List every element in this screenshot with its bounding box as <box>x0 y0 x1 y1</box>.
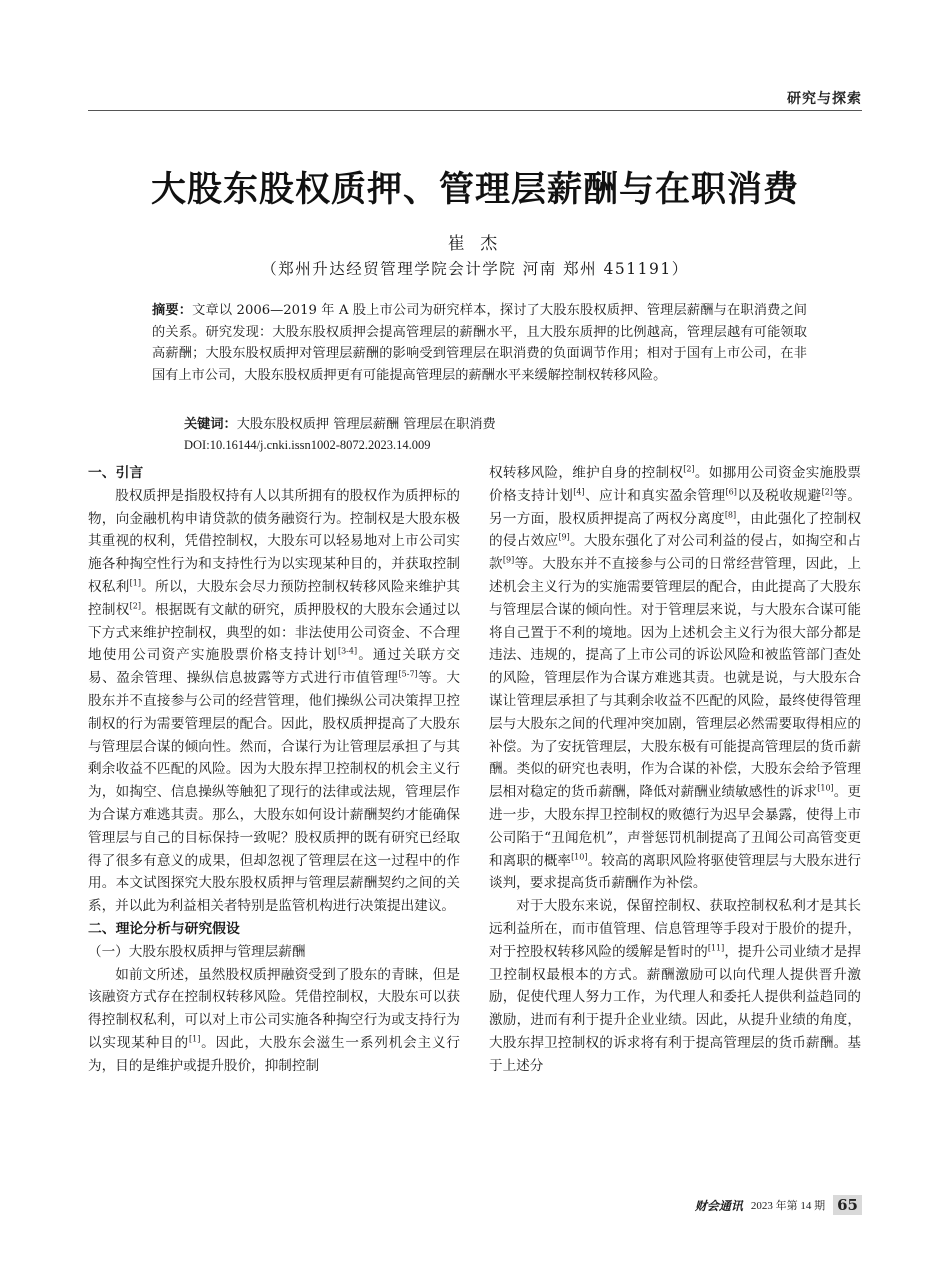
page-number: 65 <box>833 1195 862 1215</box>
abstract <box>152 300 807 386</box>
section-tag: 研究与探索 <box>787 91 862 107</box>
paragraph-theory-1-cont: 权转移风险，维护自身的控制权[2]。如挪用公司资金实施股票价格支持计划[4]、应计和真实盈余管理[6]以及税收规避[2]等。另一方面，股权质押提高了两权分离度[8]，由此强化了控制权的侵占效应[9]。大股东强化了对公司利益的侵占，如掏空和占款[9]等。大股东并不直接参与公司的日常经营管理，因此，上述机会主义行为的实施需要管理层的配合，由此提高了大股东与管理层合谋的倾向性。对于管理层来说，与大股东合谋可能将自己置于不利的境地。因为上述机会主义行为很大部分都是违法、违规的，提高了上市公司的诉讼风险和被监管部门查处的风险，管理层作为合谋方难逃其责。也就是说，与大股东合谋让管理层承担了与其剩余收益不匹配的风险，最终使得管理层与大股东之间的代理冲突加剧，管理层必然需要取得相应的补偿。为了安抚管理层，大股东极有可能提高管理层的货币薪酬。类似的研究也表明，作为合谋的补偿，大股东会给予管理层相对稳定的货币薪酬，降低对薪酬业绩敏感性的诉求[10]。更进一步，大股东捍卫控制权的败德行为迟早会暴露，使得上市公司陷于“丑闻危机”，声誉惩罚机制提高了丑闻公司高管变更和离职的概率[10]。较高的离职风险将驱使管理层与大股东进行谈判，要求提高货币薪酬作为补偿。 <box>489 464 862 892</box>
paper-title: 大股东股权质押、管理层薪酬与在职消费 <box>150 169 799 210</box>
header-rule <box>88 110 862 111</box>
citation: [5-7] <box>398 669 418 679</box>
citation: [2] <box>821 487 833 497</box>
journal-issue: 2023 年第 14 期 <box>750 1200 826 1212</box>
journal-name: 财会通讯 <box>694 1198 743 1213</box>
citation: [1] <box>129 578 141 588</box>
author-name: 崔 杰 <box>447 234 503 254</box>
paragraph-theory-2: 对于大股东来说，保留控制权、获取控制权私利才是其长远利益所在，而市值管理、信息管理等手段对于股价的提升，对于控股权转移风险的缓解是暂时的[11]，提升公司业绩才是捍卫控制权最根本的方式。薪酬激励可以向代理人提供晋升激励，促使代理人努力工作，为代理人和委托人提供利益趋同的激励，进而有利于提升企业业绩。因此，从提升业绩的角度，大股东捍卫控制权的诉求将有利于提高管理层的货币薪酬。基于上述分 <box>489 898 862 1074</box>
citation: [4] <box>573 487 585 497</box>
citation: [3-4] <box>337 646 358 656</box>
subsection-heading: （一）大股东股权质押与管理层薪酬 <box>88 943 306 960</box>
section-heading-theory: 二、理论分析与研究假设 <box>88 920 240 937</box>
citation: [8] <box>724 510 737 520</box>
paragraph-intro: 股权质押是指股权持有人以其所拥有的股权作为质押标的物，向金融机构申请贷款的债务融资行为。控制权是大股东极其重视的权利，凭借控制权，大股东可以轻易地对上市公司实施各种掏空性行为和支持性行为以实现某种目的，并获取控制权私利[1]。所以，大股东会尽力预防控制权转移风险来维护其控制权[2]。根据既有文献的研究，质押股权的大股东会通过以下方式来维护控制权，典型的如：非法使用公司资金、不合理地使用公司资产实施股票价格支持计划[3-4]。通过关联方交易、盈余管理、操纵信息披露等方式进行市值管理[5-7]等。大股东并不直接参与公司的经营管理，他们操纵公司决策捍卫控制权的行为需要管理层的配合。因此，股权质押提高了大股东与管理层合谋的倾向性。然而，合谋行为让管理层承担了与其剩余收益不匹配的风险。因为大股东捍卫控制权的机会主义行为，如掏空、信息操纵等触犯了现行的法律或法规，管理层作为合谋方难逃其责。那么，大股东如何设计薪酬契约才能确保管理层与自己的目标保持一致呢？股权质押的既有研究已经取得了很多有意义的成果，但却忽视了管理层在这一过程中的作用。本文试图探究大股东股权质押与管理层薪酬契约之间的关系，并以此为利益相关者特别是监管机构进行决策提出建议。 <box>88 487 461 915</box>
citation: [9] <box>502 555 515 565</box>
paragraph-theory-1: 如前文所述，虽然股权质押融资受到了股东的青睐，但是该融资方式存在控制权转移风险。凭借控制权，大股东可以获得控制权私利，可以对上市公司实施各种掏空行为或支持行为以实现某种目的[1]。因此，大股东会滋生一系列机会主义行为，目的是维护或提升股价，抑制控制 <box>88 966 460 1074</box>
right-column <box>489 462 861 1078</box>
abstract-label: 摘要： <box>152 303 193 318</box>
citation: [11] <box>707 943 725 953</box>
citation: [10] <box>571 852 588 862</box>
left-column <box>88 462 460 1078</box>
citation: [1] <box>188 1034 201 1044</box>
citation: [6] <box>725 487 737 497</box>
citation: [2] <box>129 601 141 611</box>
keywords-label: 关键词： <box>184 417 237 432</box>
doi: DOI:10.16144/j.cnki.issn1002-8072.2023.14.009 <box>184 438 431 452</box>
citation: [2] <box>683 464 695 474</box>
keywords <box>184 414 804 436</box>
citation: [10] <box>817 783 834 793</box>
section-heading-introduction: 一、引言 <box>88 465 144 481</box>
page-footer <box>695 1194 862 1216</box>
abstract-text: 文章以 2006—2019 年 A 股上市公司为研究样本，探讨了大股东股权质押、管理层薪酬与在职消费之间的关系。研究发现：大股东股权质押会提高管理层的薪酬水平，且大股东质押的比例越高，管理层越有可能领取高薪酬；大股东股权质押对管理层薪酬的影响受到管理层在职消费的负面调节作用；相对于国有上市公司，在非国有上市公司，大股东股权质押更有可能提高管理层的薪酬水平来缓解控制权转移风险。 <box>152 303 807 383</box>
keywords-text: 大股东股权质押 管理层薪酬 管理层在职消费 <box>236 417 496 432</box>
author-affiliation: （郑州升达经贸管理学院会计学院 河南 郑州 451191） <box>261 260 689 278</box>
citation: [9] <box>558 532 570 542</box>
